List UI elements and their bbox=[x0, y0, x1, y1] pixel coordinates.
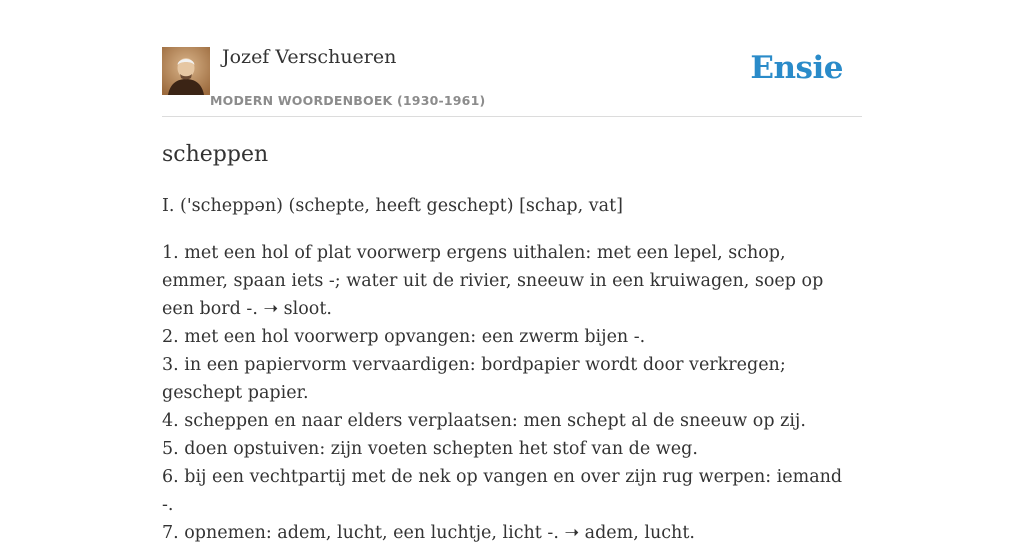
author-portrait-icon bbox=[162, 47, 210, 95]
sense-list bbox=[162, 239, 852, 547]
sense-item: 5. doen opstuiven: zijn voeten schepten het stof van de weg. bbox=[162, 439, 698, 459]
dictionary-source: MODERN WOORDENBOEK (1930-1961) bbox=[210, 93, 486, 108]
sense-item: 7. opnemen: adem, lucht, een luchtje, licht -. ➝ adem, lucht. bbox=[162, 523, 695, 543]
sense-item: 1. met een hol of plat voorwerp ergens uithalen: met een lepel, schop, emmer, spaan iets -; water uit de rivier, sneeuw in een kruiwagen, soep op een bord -. ➝ sloot. bbox=[162, 243, 824, 319]
sense-item: 2. met een hol voorwerp opvangen: een zwerm bijen -. bbox=[162, 327, 646, 347]
sense-item: 6. bij een vechtpartij met de nek op vangen en over zijn rug werpen: iemand -. bbox=[162, 467, 843, 515]
headword: scheppen bbox=[162, 142, 269, 167]
grammar-line: I. ('scheppən) (schepte, heeft geschept) [schap, vat] bbox=[162, 196, 623, 216]
ensie-logo[interactable]: Ensie bbox=[750, 50, 843, 86]
entry-content bbox=[162, 138, 852, 547]
author-name[interactable]: Jozef Verschueren bbox=[222, 46, 397, 68]
entry-header bbox=[162, 44, 862, 117]
sense-item: 3. in een papiervorm vervaardigen: bordpapier wordt door verkregen; geschept papier. bbox=[162, 355, 786, 403]
sense-item: 4. scheppen en naar elders verplaatsen: men schept al de sneeuw op zij. bbox=[162, 411, 806, 431]
author-avatar[interactable] bbox=[162, 47, 210, 95]
